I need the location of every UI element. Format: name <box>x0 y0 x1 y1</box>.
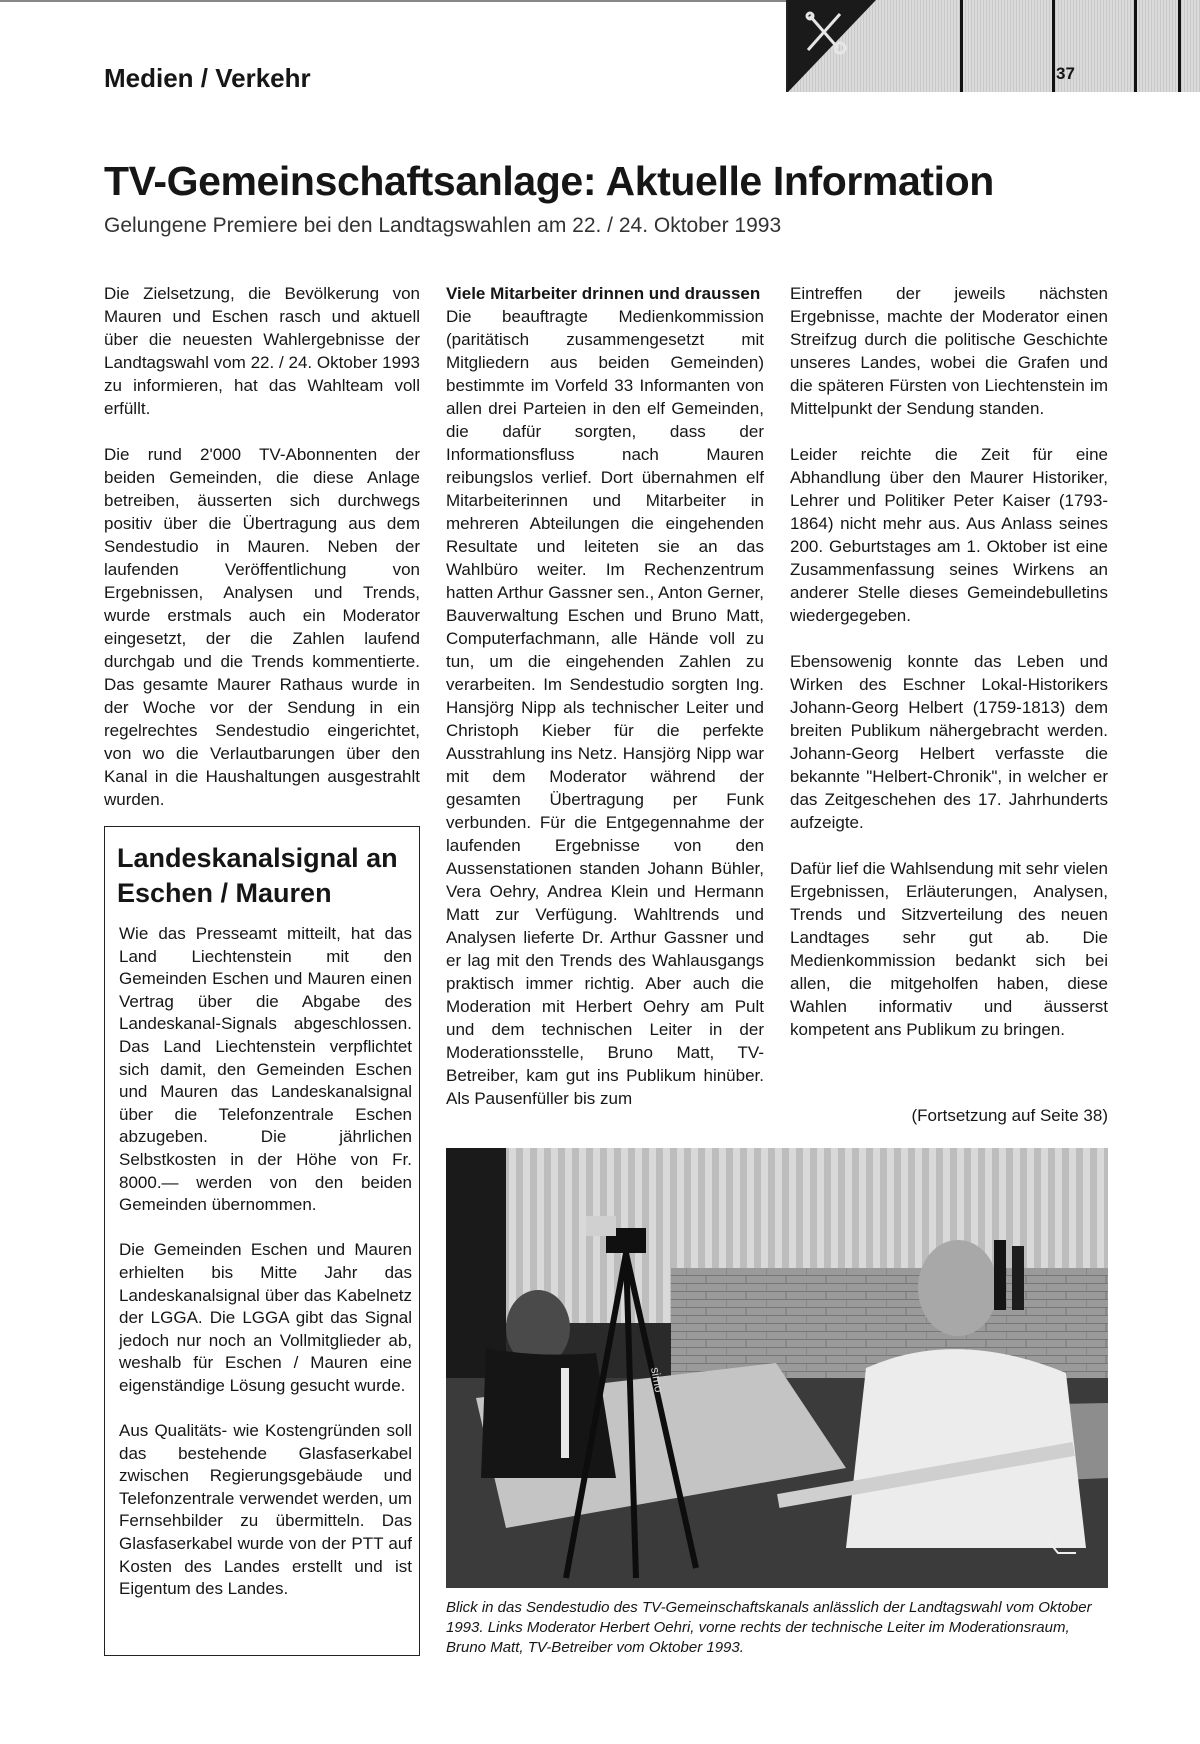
top-rule <box>0 0 786 2</box>
page-number: 37 <box>1056 64 1075 83</box>
paragraph: Die Gemeinden Eschen und Mauren erhielten bis Mitte Jahr das Landeskanalsignal über das Kabelnetz der LGGA. Die LGGA gibt das Signal jedoch nur noch an Vollmitglieder ab, weshalb für Eschen / Mauren eine eigenständige Lösung gesucht wurde. <box>119 1240 412 1395</box>
paragraph: Die Zielsetzung, die Bevölkerung von Mauren und Eschen rasch und aktuell über die neuesten Wahlergebnisse der Landtagswahl vom 22. / 24. Oktober 1993 zu informieren, hat das Wahlteam voll erfüllt. <box>104 284 420 418</box>
column-3 <box>790 282 1108 1064</box>
info-box-body <box>119 923 412 1623</box>
paragraph: Leider reichte die Zeit für eine Abhandlung über den Maurer Historiker, Lehrer und Politiker Peter Kaiser (1793-1864) nicht mehr aus. Aus Anlass seines 200. Geburtstages am 1. Oktober ist eine Zusammenfassung seines Wirkens an anderer Stelle dieses Gemeindebulletins wiedergegeben. <box>790 445 1108 625</box>
paragraph: Die beauftragte Medienkommission (paritätisch zusammengesetzt mit Mitgliedern aus beiden Gemeinden) bestimmte im Vorfeld 33 Informanten von allen drei Parteien in den elf Gemeinden, die dafür sorgten, dass der Informationsfluss nach Mauren reibungslos verlief. Dort übernahmen elf Mitarbeiterinnen und Mitarbeiter in mehreren Abteilungen die eingehenden Resultate und leiteten sie an das Wahlbüro weiter. Im Rechenzentrum hatten Arthur Gassner sen., Anton Gerner, Bauverwaltung Eschen und Bruno Matt, Computerfachmann, alle Hände voll zu tun, um die eingehenden Zahlen zu verarbeiten. Im Sendestudio sorgten Ing. Hansjörg Nipp als technischer Leiter und Christoph Kieber für die perfekte Ausstrahlung ins Netz. Hansjörg Nipp war mit dem Moderator während der gesamten Übertragung per Funk verbunden. Für die Entgegennahme der laufenden Ergebnisse von den Aussenstationen standen Johann Bühler, Vera Oehry, Andrea Klein und Hermann Matt zur Verfügung. Wahltrends und Analysen lieferte Dr. Arthur Gassner und er lag mit den Trends des Wahlausgangs praktisch immer richtig. Aber auch die Moderation mit Herbert Oehry am Pult und dem technischen Leiter in der Moderationsstelle, Bruno Matt, TV-Betreiber, kam gut ins Publikum hinüber. Als Pausenfüller bis zum <box>446 307 764 1108</box>
paragraph: Eintreffen der jeweils nächsten Ergebnisse, machte der Moderator einen Streifzug durch die politische Geschichte unseres Landes, wobei die Grafen und die späteren Fürsten von Liechtenstein im Mittelpunkt der Sendung standen. <box>790 284 1108 418</box>
header-band <box>786 0 1200 92</box>
info-box <box>104 826 420 1656</box>
article-title: TV-Gemeinschaftsanlage: Aktuelle Information <box>104 158 994 204</box>
studio-photo-illustration <box>446 1148 1108 1588</box>
section-subheading: Viele Mitarbeiter drinnen und draussen <box>446 284 761 303</box>
studio-photo <box>446 1148 1108 1588</box>
article-subtitle: Gelungene Premiere bei den Landtagswahlen am 22. / 24. Oktober 1993 <box>104 214 782 237</box>
paragraph: Wie das Presseamt mitteilt, hat das Land Liechtenstein mit den Gemeinden Eschen und Mauren einen Vertrag über die Abgabe des Landeskanal-Signals abgeschlossen. Das Land Liechtenstein verpflichtet sich damit, den Gemeinden Eschen und Mauren das Landeskanalsignal über die Telefonzentrale Eschen abzugeben. Die jährlichen Selbstkosten in der Höhe von Fr. 8000.— werden von den beiden Gemeinden übernommen. <box>119 924 412 1215</box>
section-label: Medien / Verkehr <box>104 63 311 93</box>
paragraph: Ebensowenig konnte das Leben und Wirken des Eschner Lokal-Historikers Johann-Georg Helbert (1759-1813) dem breiten Publikum nähergebracht werden. Johann-Georg Helbert verfasste die bekannte "Helbert-Chronik", in welcher er das Zeitgeschehen des 17. Jahrhunderts aufzeigte. <box>790 652 1108 832</box>
paragraph: Die rund 2'000 TV-Abonnenten der beiden Gemeinden, die diese Anlage betreiben, äusserten sich durchwegs positiv über die Übertragung aus dem Sendestudio in Mauren. Neben der laufenden Veröffentlichung von Ergebnissen, Analysen und Trends, wurde erstmals auch ein Moderator eingesetzt, der die Zahlen laufend durchgab und die Trends kommentierte. Das gesamte Maurer Rathaus wurde in der Woche vor der Sendung in ein regelrechtes Sendestudio eingerichtet, von wo die Verlautbarungen über den Kanal in die Haushaltungen ausgestrahlt wurden. <box>104 445 420 809</box>
info-box-title: Landeskanalsignal an Eschen / Mauren <box>117 843 398 908</box>
continuation-note: (Fortsetzung auf Seite 38) <box>911 1106 1108 1125</box>
coat-of-arms-icon <box>798 4 854 60</box>
paragraph: Dafür lief die Wahlsendung mit sehr vielen Ergebnissen, Erläuterungen, Analysen, Trends und Sitzverteilung des neuen Landtages sehr gut ab. Die Medienkommission bedankt sich bei allen, die mitgeholfen haben, diese Wahlen informativ und äusserst kompetent ans Publikum zu bringen. <box>790 859 1108 1039</box>
paragraph: Aus Qualitäts- wie Kostengründen soll das bestehende Glasfaserkabel zwischen Regierungsgebäude und Telefonzentrale verwendet werden, um Fernsehbilder zu übermitteln. Das Glasfaserkabel wurde von der PTT auf Kosten des Landes erstellt und ist Eigentum des Landes. <box>119 1421 412 1599</box>
column-2 <box>446 282 764 1110</box>
photo-caption: Blick in das Sendestudio des TV-Gemeinschaftskanals anlässlich der Landtagswahl vom Oktober 1993. Links Moderator Herbert Oehri, vorne rechts der technische Leiter im Moderationsraum, Bruno Matt, TV-Betreiber vom Oktober 1993. <box>446 1599 1092 1656</box>
camera-brand: simo <box>648 1366 667 1394</box>
column-1 <box>104 282 420 834</box>
